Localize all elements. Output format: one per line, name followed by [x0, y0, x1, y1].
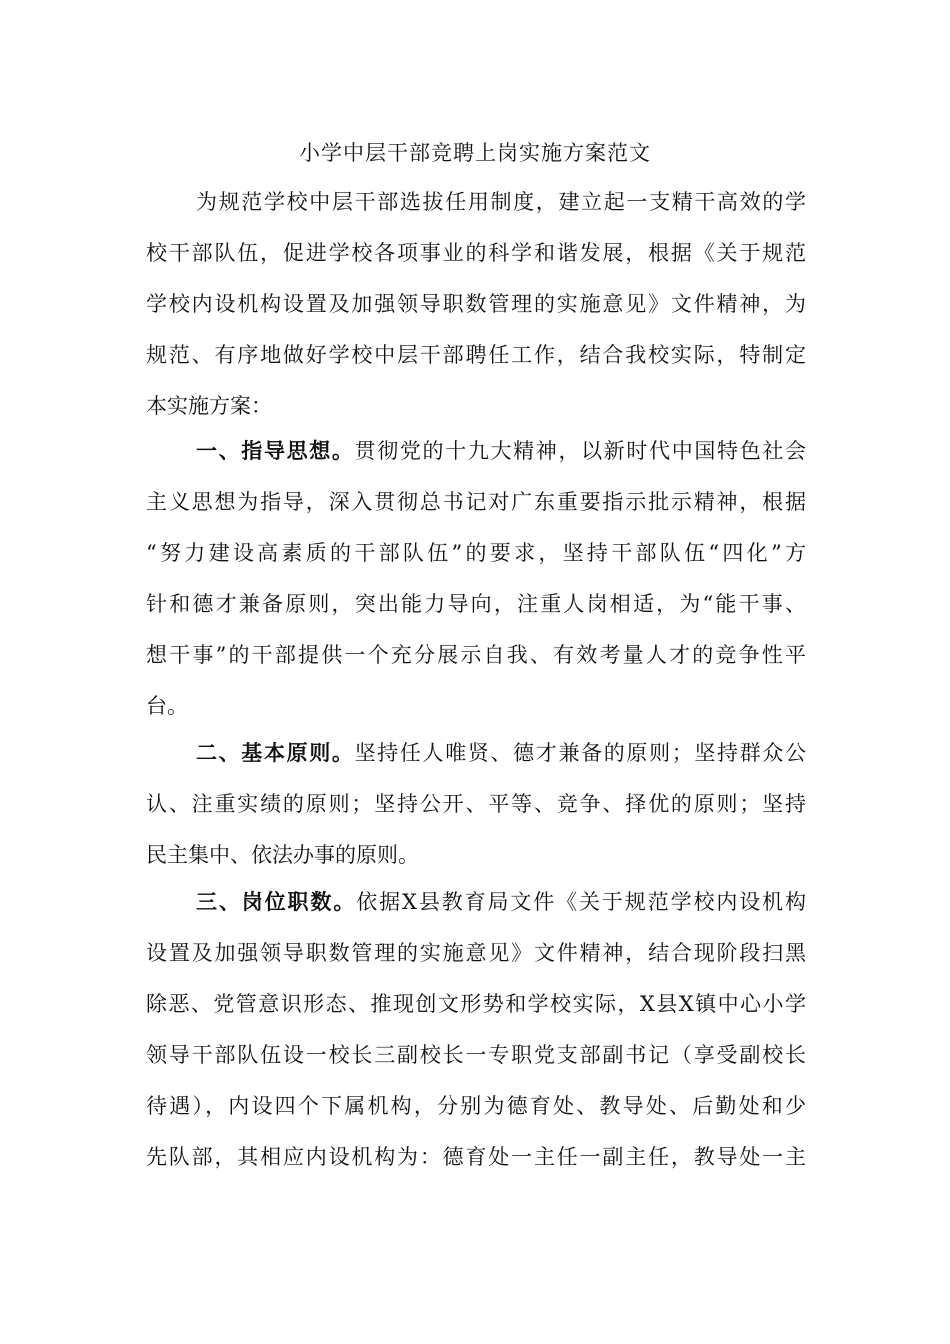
document-title: 小学中层干部竞聘上岗实施方案范文	[299, 141, 651, 165]
section1-line-2: 主义思想为指导，深入贯彻总书记对广东重要指示批示精神，根据	[146, 490, 806, 514]
section3-line-3: 除恶、党管意识形态、推现创文形势和学校实际，X县X镇中心小学	[146, 992, 806, 1016]
section1-line-4: 针和德才兼备原则，突出能力导向，注重人岗相适，为“能干事、	[146, 592, 806, 616]
section1-line-6: 台。	[146, 694, 188, 718]
section1-first-text: 贯彻党的十九大精神，以新时代中国特色社会	[354, 439, 806, 463]
section2-line-3: 民主集中、依法办事的原则。	[146, 843, 419, 867]
intro-line-4: 规范、有序地做好学校中层干部聘任工作，结合我校实际，特制定	[146, 343, 806, 367]
section3-heading: 三、岗位职数。	[196, 889, 357, 914]
intro-line-5: 本实施方案：	[146, 394, 272, 418]
section2-line-2: 认、注重实绩的原则；坚持公开、平等、竞争、择优的原则；坚持	[146, 792, 806, 816]
section2-heading: 二、基本原则。	[196, 740, 355, 765]
section3-first-text: 依据X县教育局文件《关于规范学校内设机构	[356, 890, 807, 914]
section3-line-2: 设置及加强领导职数管理的实施意见》文件精神，结合现阶段扫黑	[146, 941, 806, 965]
intro-line-3: 学校内设机构设置及加强领导职数管理的实施意见》文件精神，为	[146, 292, 806, 316]
section1-heading: 一、指导思想。	[196, 438, 355, 463]
section1-line-3: “努力建设高素质的干部队伍”的要求，坚持干部队伍“四化”方	[146, 541, 806, 565]
intro-line-1: 为规范学校中层干部选拔任用制度，建立起一支精干高效的学	[196, 190, 806, 214]
section3-line-6: 先队部，其相应内设机构为：德育处一主任一副主任，教导处一主	[146, 1145, 806, 1169]
section1-line-5: 想干事”的干部提供一个充分展示自我、有效考量人才的竞争性平	[146, 643, 806, 667]
section3-first-line	[196, 885, 806, 919]
section3-line-5: 待遇），内设四个下属机构，分别为德育处、教导处、后勤处和少	[146, 1094, 806, 1118]
section1-first-line	[196, 434, 806, 468]
intro-line-2: 校干部队伍，促进学校各项事业的科学和谐发展，根据《关于规范	[146, 241, 806, 265]
section2-first-line	[196, 736, 806, 770]
section3-line-4: 领导干部队伍设一校长三副校长一专职党支部副书记（享受副校长	[146, 1043, 806, 1067]
section2-first-text: 坚持任人唯贤、德才兼备的原则；坚持群众公	[354, 741, 806, 765]
